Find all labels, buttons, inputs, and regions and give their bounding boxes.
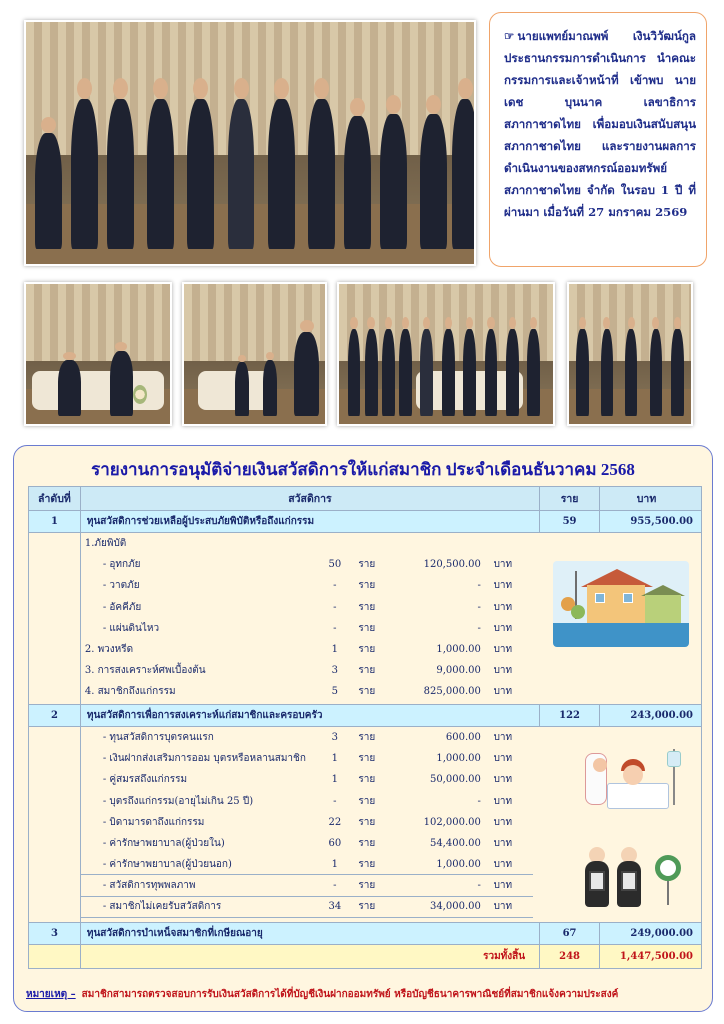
total-amount: 1,447,500.00: [600, 945, 702, 969]
list-item: [81, 533, 701, 554]
item-amount: 825,000.00: [423, 686, 481, 698]
item-label: - สมาชิกไม่เคยรับสวัสดิการ: [102, 901, 222, 913]
item-unit: ราย: [358, 753, 376, 765]
flooded-house-icon: [553, 561, 689, 647]
photo-group-donation: [24, 20, 476, 266]
item-unit: ราย: [358, 879, 376, 891]
photo-group-standing: [337, 282, 555, 426]
item-unit: ราย: [358, 601, 376, 613]
group-count: 59: [540, 511, 600, 533]
pointing-hand-icon: ☞: [504, 29, 515, 43]
note-label: หมายเหตุ –: [26, 989, 76, 1000]
group-name: ทุนสวัสดิการเพื่อการสงเคราะห์แก่สมาชิกและครอบครัว: [80, 705, 539, 727]
item-label: - คู่สมรสถึงแก่กรรม: [102, 774, 188, 786]
item-label: 4. สมาชิกถึงแก่กรรม: [84, 686, 176, 698]
item-baht: บาท: [493, 665, 513, 677]
report-note: [26, 987, 618, 1002]
item-unit: ราย: [358, 838, 376, 850]
group-amount: 955,500.00: [600, 511, 702, 533]
hospital-patient-icon: [581, 745, 691, 815]
photo-handover: [567, 282, 693, 426]
item-amount: 1,000.00: [436, 753, 481, 765]
header-welfare: สวัสดิการ: [80, 487, 539, 511]
item-baht: บาท: [493, 879, 513, 891]
table-row: [29, 705, 702, 727]
table-row: [29, 727, 702, 923]
item-qty: 50: [328, 559, 342, 571]
item-baht: บาท: [493, 838, 513, 850]
item-baht: บาท: [493, 580, 513, 592]
photo-caption-text: [504, 25, 696, 223]
caption-text: นายแพทย์มาณพพ์ เงินวิวัฒน์กูล ประธานกรรมการดำเนินการ นำคณะกรรมการและเจ้าหน้าที่ เข้าพบ นายเดช บุนนาค เลขาธิการ สภากาชาดไทย เพื่อมอบเงินสนับสนุน สภากาชาดไทย และรายงานผลการ ดำเนินงานของสหกรณ์ออมทรัพย์ สภากาชาดไทย จำกัด ในรอบ 1 ปี ที่ผ่านมา เมื่อวันที่ 27 มกราคม 2569: [504, 29, 696, 219]
item-label: - บิดามารดาถึงแก่กรรม: [102, 816, 205, 828]
item-qty: 1: [331, 753, 339, 765]
item-amount: -: [477, 795, 481, 807]
item-amount: 600.00: [445, 732, 481, 744]
item-unit: ราย: [358, 622, 376, 634]
item-label: - แผ่นดินไหว: [102, 622, 160, 634]
item-qty: 1: [331, 774, 339, 786]
funeral-mourners-icon: [581, 845, 691, 909]
table-row: [29, 923, 702, 945]
item-qty: -: [333, 580, 337, 592]
item-amount: 1,000.00: [436, 858, 481, 870]
item-baht: บาท: [493, 732, 513, 744]
item-label: - สวัสดิการทุพพลภาพ: [102, 879, 196, 891]
item-unit: ราย: [358, 795, 376, 807]
item-baht: บาท: [493, 559, 513, 571]
item-label: - บุตรถึงแก่กรรม(อายุไม่เกิน 25 ปี): [102, 795, 254, 807]
item-unit: ราย: [358, 580, 376, 592]
item-label: - ทุนสวัสดิการบุตรคนแรก: [102, 732, 214, 744]
item-amount: 9,000.00: [436, 665, 481, 677]
total-count: 248: [540, 945, 600, 969]
group-amount: 249,000.00: [600, 923, 702, 945]
group-no: 3: [29, 923, 81, 945]
item-qty: -: [333, 622, 337, 634]
group-count: 122: [540, 705, 600, 727]
total-label: รวมทั้งสิ้น: [80, 945, 539, 969]
item-qty: 1: [331, 858, 339, 870]
item-qty: 3: [331, 665, 339, 677]
item-qty: -: [333, 795, 337, 807]
item-unit: ราย: [358, 816, 376, 828]
item-label: - วาตภัย: [102, 580, 140, 592]
photo-caption-box: [489, 12, 707, 267]
item-label: 1.ภัยพิบัติ: [84, 538, 127, 550]
item-baht: บาท: [493, 795, 513, 807]
item-qty: -: [333, 601, 337, 613]
item-amount: -: [477, 879, 481, 891]
item-label: - ค่ารักษาพยาบาล(ผู้ป่วยนอก): [102, 858, 232, 870]
item-label: - อัคคีภัย: [102, 601, 142, 613]
welfare-report-panel: [13, 445, 713, 1012]
list-item: [81, 897, 533, 918]
item-unit: ราย: [358, 644, 376, 656]
item-baht: บาท: [493, 901, 513, 913]
item-amount: 120,500.00: [423, 559, 481, 571]
group-amount: 243,000.00: [600, 705, 702, 727]
item-unit: ราย: [358, 559, 376, 571]
header-no: ลำดับที่: [29, 487, 81, 511]
item-unit: ราย: [358, 665, 376, 677]
item-amount: -: [477, 601, 481, 613]
total-row: [29, 945, 702, 969]
header-count: ราย: [540, 487, 600, 511]
item-qty: 60: [328, 838, 342, 850]
welfare-table: [28, 486, 702, 969]
item-label: 2. พวงหรีด: [84, 644, 134, 656]
item-baht: บาท: [493, 858, 513, 870]
item-label: - อุทกภัย: [102, 559, 141, 571]
item-amount: 1,000.00: [436, 644, 481, 656]
item-amount: -: [477, 580, 481, 592]
group-no: 2: [29, 705, 81, 727]
report-title: รายงานการอนุมัติจ่ายเงินสวัสดิการให้แก่สมาชิก ประจำเดือนธันวาคม 2568: [91, 460, 635, 479]
item-label: - เงินฝากส่งเสริมการออม บุตรหรือหลานสมาชิก: [102, 753, 306, 765]
group-count: 67: [540, 923, 600, 945]
item-unit: ราย: [358, 858, 376, 870]
list-item: [81, 660, 701, 681]
list-item: [81, 875, 533, 896]
photo-meeting-sofa: [24, 282, 172, 426]
item-unit: ราย: [358, 774, 376, 786]
item-qty: -: [333, 879, 337, 891]
item-amount: 102,000.00: [423, 816, 481, 828]
item-label: - ค่ารักษาพยาบาล(ผู้ป่วยใน): [102, 838, 225, 850]
photo-meeting-room: [182, 282, 327, 426]
item-baht: บาท: [493, 622, 513, 634]
item-qty: 34: [328, 901, 342, 913]
item-unit: ราย: [358, 732, 376, 744]
item-baht: บาท: [493, 753, 513, 765]
item-amount: 34,000.00: [429, 901, 481, 913]
item-baht: บาท: [493, 644, 513, 656]
item-baht: บาท: [493, 774, 513, 786]
list-item: [81, 681, 701, 702]
item-unit: ราย: [358, 901, 376, 913]
item-label: 3. การสงเคราะห์ศพเบื้องต้น: [84, 665, 206, 677]
item-baht: บาท: [493, 601, 513, 613]
note-text: สมาชิกสามารถตรวจสอบการรับเงินสวัสดิการได้ที่บัญชีเงินฝากออมทรัพย์ หรือบัญชีธนาคารพาณิชย์ที่สมาชิกแจ้งความประสงค์: [81, 989, 619, 1000]
group-no: 1: [29, 511, 81, 533]
list-item: [81, 854, 533, 875]
item-baht: บาท: [493, 816, 513, 828]
item-unit: ราย: [358, 686, 376, 698]
item-amount: 50,000.00: [429, 774, 481, 786]
group-name: ทุนสวัสดิการบำเหน็จสมาชิกที่เกษียณอายุ: [80, 923, 539, 945]
table-row: [29, 511, 702, 533]
item-amount: -: [477, 622, 481, 634]
item-qty: 1: [331, 644, 339, 656]
table-row: [29, 533, 702, 705]
item-amount: 54,400.00: [429, 838, 481, 850]
item-baht: บาท: [493, 686, 513, 698]
item-qty: 22: [328, 816, 342, 828]
item-qty: 5: [331, 686, 339, 698]
group-name: ทุนสวัสดิการช่วยเหลือผู้ประสบภัยพิบัติหรือถึงแก่กรรม: [80, 511, 539, 533]
item-qty: 3: [331, 732, 339, 744]
header-amount: บาท: [600, 487, 702, 511]
